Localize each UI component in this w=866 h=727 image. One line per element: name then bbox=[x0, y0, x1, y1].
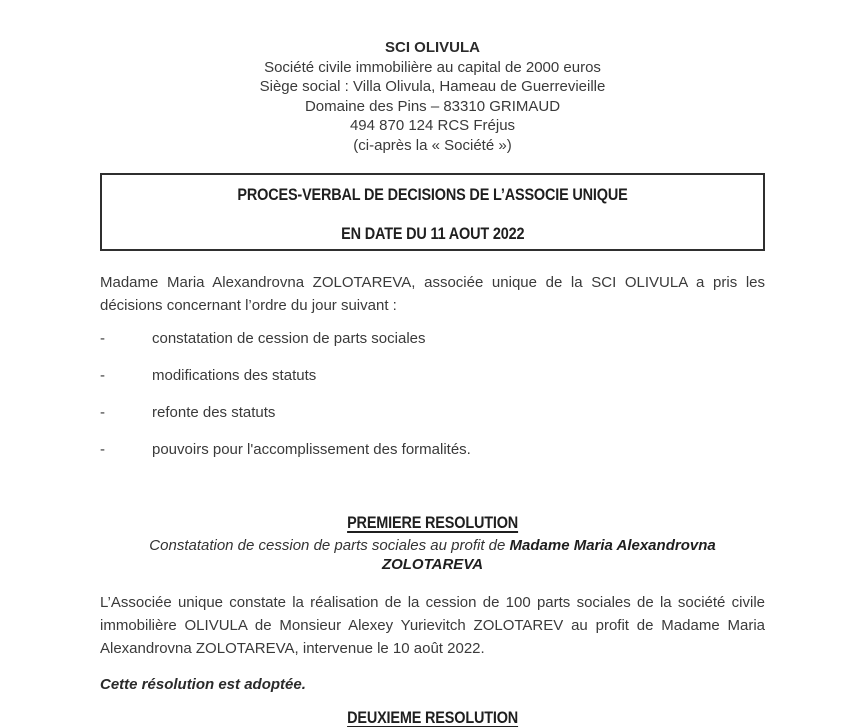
dash-bullet: - bbox=[100, 441, 105, 458]
resolution1-heading-text: PREMIERE RESOLUTION bbox=[346, 513, 518, 532]
agenda-item-text: constatation de cession de parts sociales bbox=[152, 330, 426, 347]
agenda-item bbox=[100, 440, 765, 459]
resolution1-body: L’Associée unique constate la réalisation de la cession de 100 parts sociales de la société civile immobilière OLIVULA de Monsieur Alexey Yurievitch ZOLOTAREV au profit de Madame Maria Alexandrovna ZOLOTAREVA, intervenue le 10 août 2022. bbox=[100, 594, 765, 657]
document-date: EN DATE DU 11 AOUT 2022 bbox=[340, 224, 525, 243]
dash-bullet: - bbox=[100, 404, 105, 421]
agenda-item-text: pouvoirs pour l'accomplissement des formalités. bbox=[152, 441, 471, 458]
title-box bbox=[100, 173, 765, 251]
agenda-item bbox=[100, 403, 765, 422]
company-city-line: Domaine des Pins – 83310 GRIMAUD bbox=[304, 97, 561, 115]
agenda-item bbox=[100, 366, 765, 385]
title-line-wrap bbox=[102, 185, 763, 204]
company-header bbox=[100, 38, 765, 155]
date-line-wrap bbox=[102, 224, 763, 243]
agenda-item-text: refonte des statuts bbox=[152, 404, 276, 421]
company-name: SCI OLIVULA bbox=[384, 39, 480, 56]
resolution1-heading bbox=[100, 513, 765, 532]
resolution1-subtitle-name: Madame Maria Alexandrovna ZOLOTAREVA bbox=[381, 537, 716, 573]
company-alias-line: (ci-après la « Société ») bbox=[353, 136, 512, 154]
resolution2-heading bbox=[100, 708, 765, 727]
company-capital-line: Société civile immobilière au capital de 2000 euros bbox=[264, 58, 601, 76]
resolution1-subtitle-plain: Constatation de cession de parts sociales au profit de bbox=[149, 537, 510, 554]
agenda-item-text: modifications des statuts bbox=[152, 367, 317, 384]
intro-paragraph: Madame Maria Alexandrovna ZOLOTAREVA, associée unique de la SCI OLIVULA a pris les décisions concernant l’ordre du jour suivant : bbox=[100, 274, 765, 314]
agenda-item bbox=[100, 329, 765, 348]
company-rcs-line: 494 870 124 RCS Fréjus bbox=[349, 117, 516, 134]
document-title: PROCES-VERBAL DE DECISIONS DE L’ASSOCIE UNIQUE bbox=[237, 185, 628, 204]
resolution1-subtitle bbox=[100, 536, 765, 574]
resolution1-adoption: Cette résolution est adoptée. bbox=[100, 676, 306, 693]
agenda-list bbox=[100, 329, 765, 459]
dash-bullet: - bbox=[100, 330, 105, 347]
company-address-line: Siège social : Villa Olivula, Hameau de Guerrevieille bbox=[259, 78, 606, 95]
resolution2-heading-text: DEUXIEME RESOLUTION bbox=[346, 708, 518, 727]
dash-bullet: - bbox=[100, 367, 105, 384]
